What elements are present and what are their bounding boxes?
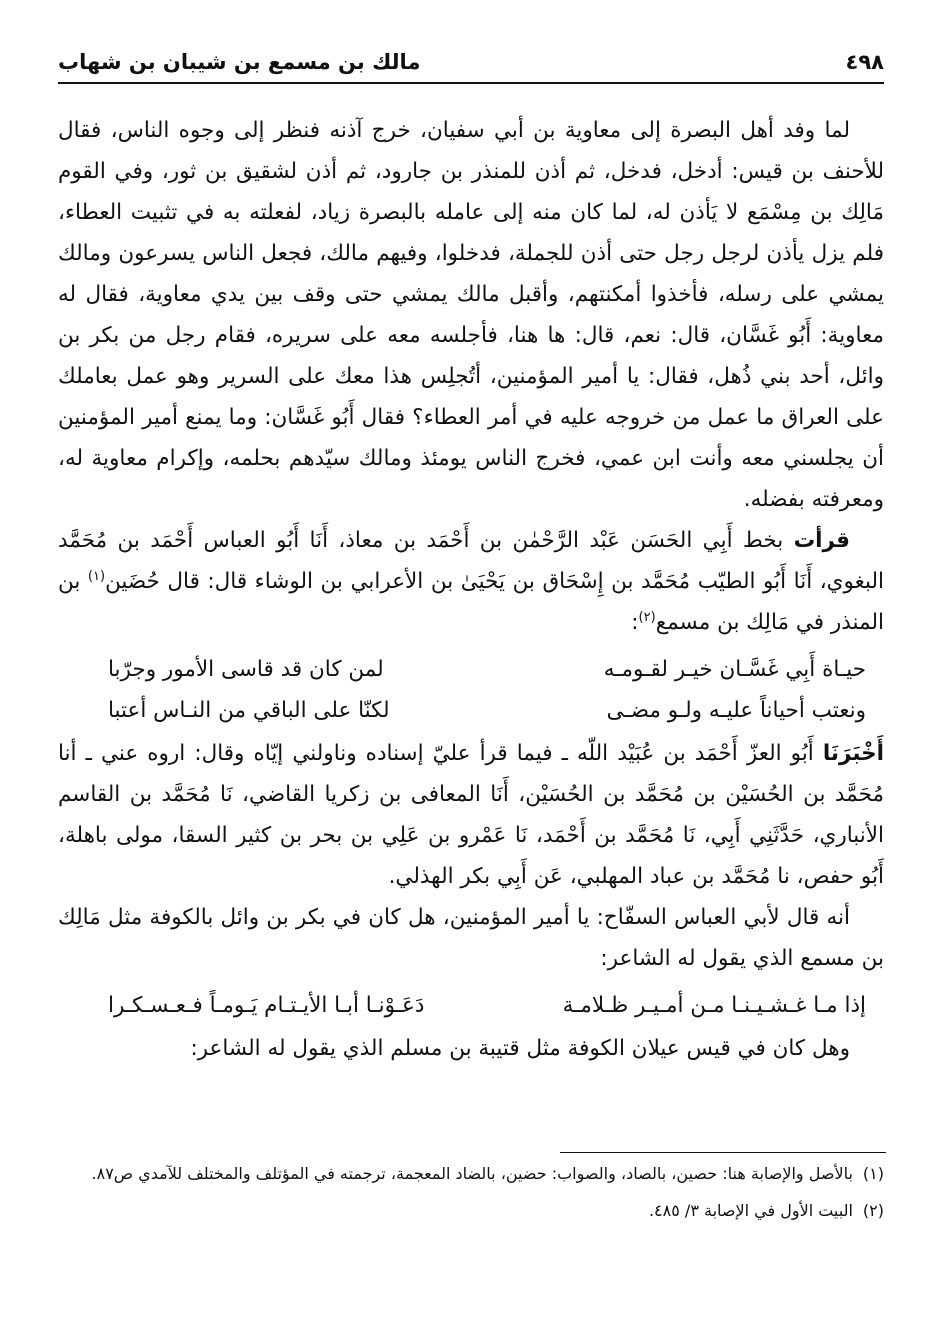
header-rule [58,82,884,84]
verse-line [58,985,884,1026]
footnotes [58,1160,884,1234]
verse-first-hemistich: حيـاة أَبِي غَسَّـان خيـر لقـومـه [603,657,866,682]
footnote-number: (٢) [862,1201,884,1220]
paragraph-3-text: أَبُو العزّ أَحْمَد بن عُبَيْد اللّه ـ فيما قرأ عليّ إسناده وناولني إيّاه وقال: اروه عني ـ أنا مُحَمَّد بن الحُسَيْن بن مُحَمَّد بن الحُسَيْن، أَنَا المعافى بن زكريا القاضي، نَا مُحَمَّد بن القاسم الأنباري، حَدَّثَنِي أَبِي، نَا مُحَمَّد بن أَحْمَد، نَا عَمْرو بن عَلِي بن بحر بن كثير السقا، مولى باهلة، أَبُو حفص، نا مُحَمَّد بن عباد المهلبي، عَن أَبِي بكر الهذلي. [58,741,884,889]
paragraph-3 [58,733,884,897]
paragraph-4: أنه قال لأبي العباس السفّاح: يا أمير المؤمنين، هل كان في بكر بن وائل بالكوفة مثل مَالِك بن مسمع الذي يقول له الشاعر: [58,905,884,971]
footnote-ref-1[interactable]: (١) [87,568,106,584]
paragraph-1: لما وفد أهل البصرة إلى معاوية بن أبي سفيان، خرج آذنه فنظر إلى وجوه الناس، فقال للأحنف بن قيس: أدخل، فدخل، ثم أذن للمنذر بن جارود، ثم أذن لشقيق بن ثور، وفي القوم مَالِك بن مِسْمَع لا يَأذن له، لما كان منه إلى عامله بالبصرة زياد، لفعلته به في تثبيت العطاء، فلم يزل يأذن لرجل رجل حتى أذن للجملة، فدخلوا، وفيهم مالك، فجعل الناس يسرعون ومالك يمشي على رسله، فأخذوا أمكنتهم، وأقبل مالك يمشي حتى وقف بين يدي معاوية، فقال له معاوية: أَبُو غَسَّان، قال: نعم، قال: ها هنا، فأجلسه معه على سريره، فقام رجل من بكر بن وائل، أحد بني ذُهل، فقال: يا أمير المؤمنين، أتُجلِس هذا معك على السرير وهو عمل بعاملك على العراق ما عمل من خروجه عليه في أمر العطاء؟ فقال أَبُو غَسَّان: وما يمنع أمير المؤمنين أن يجلسني معه وأنت ابن عمي، فخرج الناس يومئذ ومالك سيّدهم بحلمه، وإكرام معاوية له، ومعرفته بفضله. [58,118,884,512]
paragraph-5: وهل كان في قيس عيلان الكوفة مثل قتيبة بن مسلم الذي يقول له الشاعر: [190,1036,850,1061]
verse-first-hemistich: ونعتب أحياناً عليـه ولـو مضـى [606,698,866,723]
body-text [58,110,884,1069]
footnote-text: بالأصل والإصابة هنا: حصين، بالصاد، والصواب: حضين، بالضاد المعجمة، ترجمته في المؤتلف والمختلف للآمدي ص٨٧. [91,1164,853,1183]
footnote-1 [58,1160,884,1187]
verse-second-hemistich: دَعَـوْنـا أبـا الأيـتـام يَـومـاً فـعـسـكـرا [108,993,425,1018]
running-title: مالك بن مسمع بن شيبان بن شهاب [58,50,421,74]
paragraph-2 [58,520,884,643]
footnote-ref-2[interactable]: (٢) [638,609,656,625]
poem-1 [58,649,884,731]
footnote-number: (١) [862,1164,884,1183]
verse-second-hemistich: لكنّا على الباقي من النـاس أعتبا [108,698,390,723]
page-number: ٤٩٨ [845,50,884,74]
footnote-2 [58,1197,884,1224]
verse-second-hemistich: لمن كان قد قاسى الأمور وجرّبا [108,657,384,682]
paragraph-2-lead: قرأت [793,528,850,553]
footnote-rule [560,1152,886,1153]
paragraph-2-text-a: بخط أَبِي الحَسَن عَبْد الرَّحْمٰن بن أَحْمَد بن معاذ، أَنَا أَبُو العباس أَحْمَد بن مُحَمَّد البغوي، أَنَا أَبُو الطيّب مُحَمَّد بن إِسْحَاق بن يَحْيَىٰ بن الأعرابي بن الوشاء قال: قال حُضَين [58,528,885,594]
page [58,50,884,1069]
running-head [58,50,884,82]
paragraph-2-text-b: بن المنذر في مَالِك بن مسمع [58,569,884,635]
footnote-text: البيت الأول في الإصابة ٣/ ٤٨٥. [648,1201,853,1220]
verse-line [58,690,884,731]
verse-line [58,649,884,690]
paragraph-2-text-c: : [631,610,639,635]
verse-first-hemistich: إذا مـا غـشـيـنـا مـن أمـيـر ظـلامـة [562,993,866,1018]
paragraph-3-lead: أَخْبَرَنَا [822,741,884,766]
poem-2 [58,985,884,1026]
